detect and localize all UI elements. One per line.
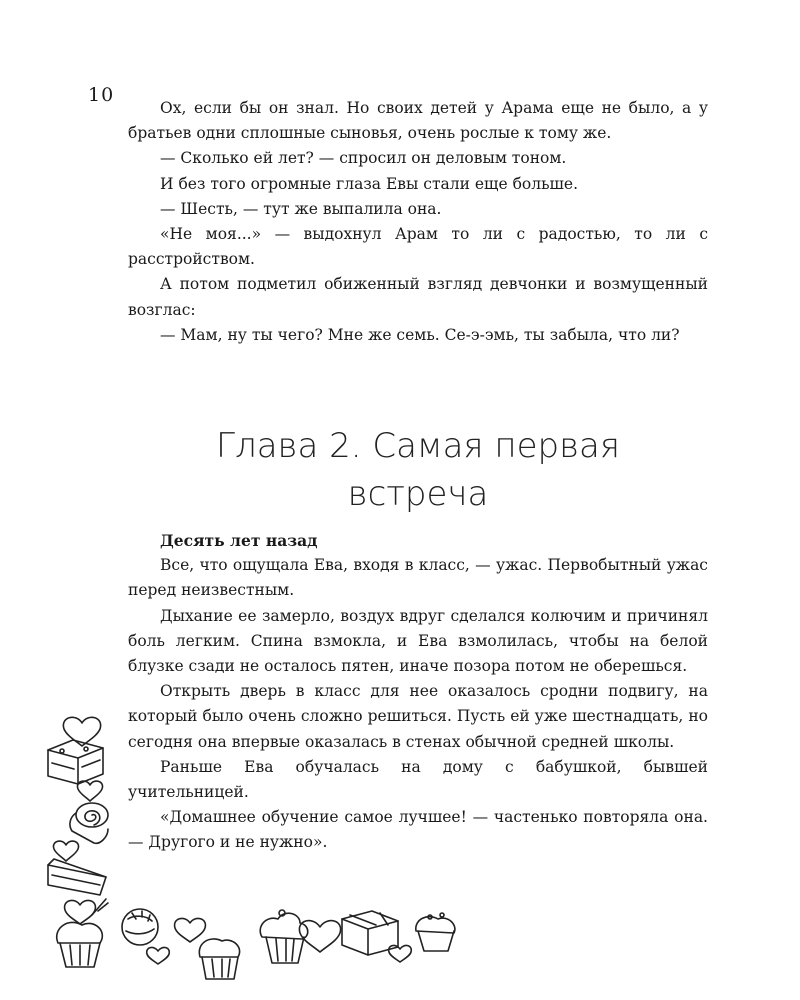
chapter-title-line-1: Глава 2. Самая первая <box>216 426 620 466</box>
paragraph: Дыхание ее замерло, воздух вдруг сделался колючим и причинял боль легким. Спина взмокла, и Ева взмолилась, чтобы на белой блузке сзади не осталось пятен, иначе позора потом не оберешься. <box>128 606 708 676</box>
heart-icon <box>77 781 102 801</box>
paragraph: Открыть дверь в класс для нее оказалось сродни подвигу, на который было очень сложно решиться. Пусть ей уже шестнадцать, но сегодня она впервые оказалась в стенах обычной средней школы. <box>128 682 708 751</box>
paragraph: И без того огромные глаза Евы стали еще больше. <box>160 174 579 193</box>
heart-icon <box>53 841 78 861</box>
chapter-subheading: Десять лет назад <box>160 531 318 550</box>
text-block-top <box>128 96 708 348</box>
cupcake-icon <box>260 910 308 963</box>
cupcake-icon <box>416 913 455 951</box>
paragraph: — Сколько ей лет? — спросил он деловым тоном. <box>160 149 567 168</box>
paragraph: — Мам, ну ты чего? Мне же семь. Се-э-эмь, ты забыла, что ли? <box>160 325 680 344</box>
sweets-decoration <box>30 705 470 995</box>
chapter-title-line-2: встреча <box>347 474 489 514</box>
heart-icon <box>147 947 170 964</box>
paragraph: «Не моя...» — выдохнул Арам то ли с радостью, то ли с расстройством. <box>128 225 708 269</box>
cake-icon <box>48 859 106 895</box>
paragraph: Все, что ощущала Ева, входя в класс, — ужас. Первобытный ужас перед неизвестным. <box>128 556 708 600</box>
cupcake-icon <box>122 909 158 945</box>
heart-icon <box>175 918 206 942</box>
heart-icon <box>65 900 96 924</box>
cupcake-icon <box>199 939 239 979</box>
page-number: 10 <box>88 84 115 106</box>
roll-cake-icon <box>70 803 108 843</box>
paragraph: А потом подметил обиженный взгляд девчонки и возмущенный возглас: <box>128 275 708 319</box>
paragraph: Раньше Ева обучалась на дому с бабушкой, бывшей учительницей. <box>128 757 708 802</box>
chapter-title <box>128 422 708 518</box>
paragraph: Ох, если бы он знал. Но своих детей у Арама еще не было, а у братьев одни сплошные сыновья, очень рослые к тому же. <box>128 99 708 143</box>
paragraph: «Домашнее обучение самое лучшее! — частенько повторяла она. — Другого и не нужно». <box>128 808 708 852</box>
paragraph: — Шесть, — тут же выпалила она. <box>160 199 442 218</box>
cake-icon <box>48 740 103 784</box>
